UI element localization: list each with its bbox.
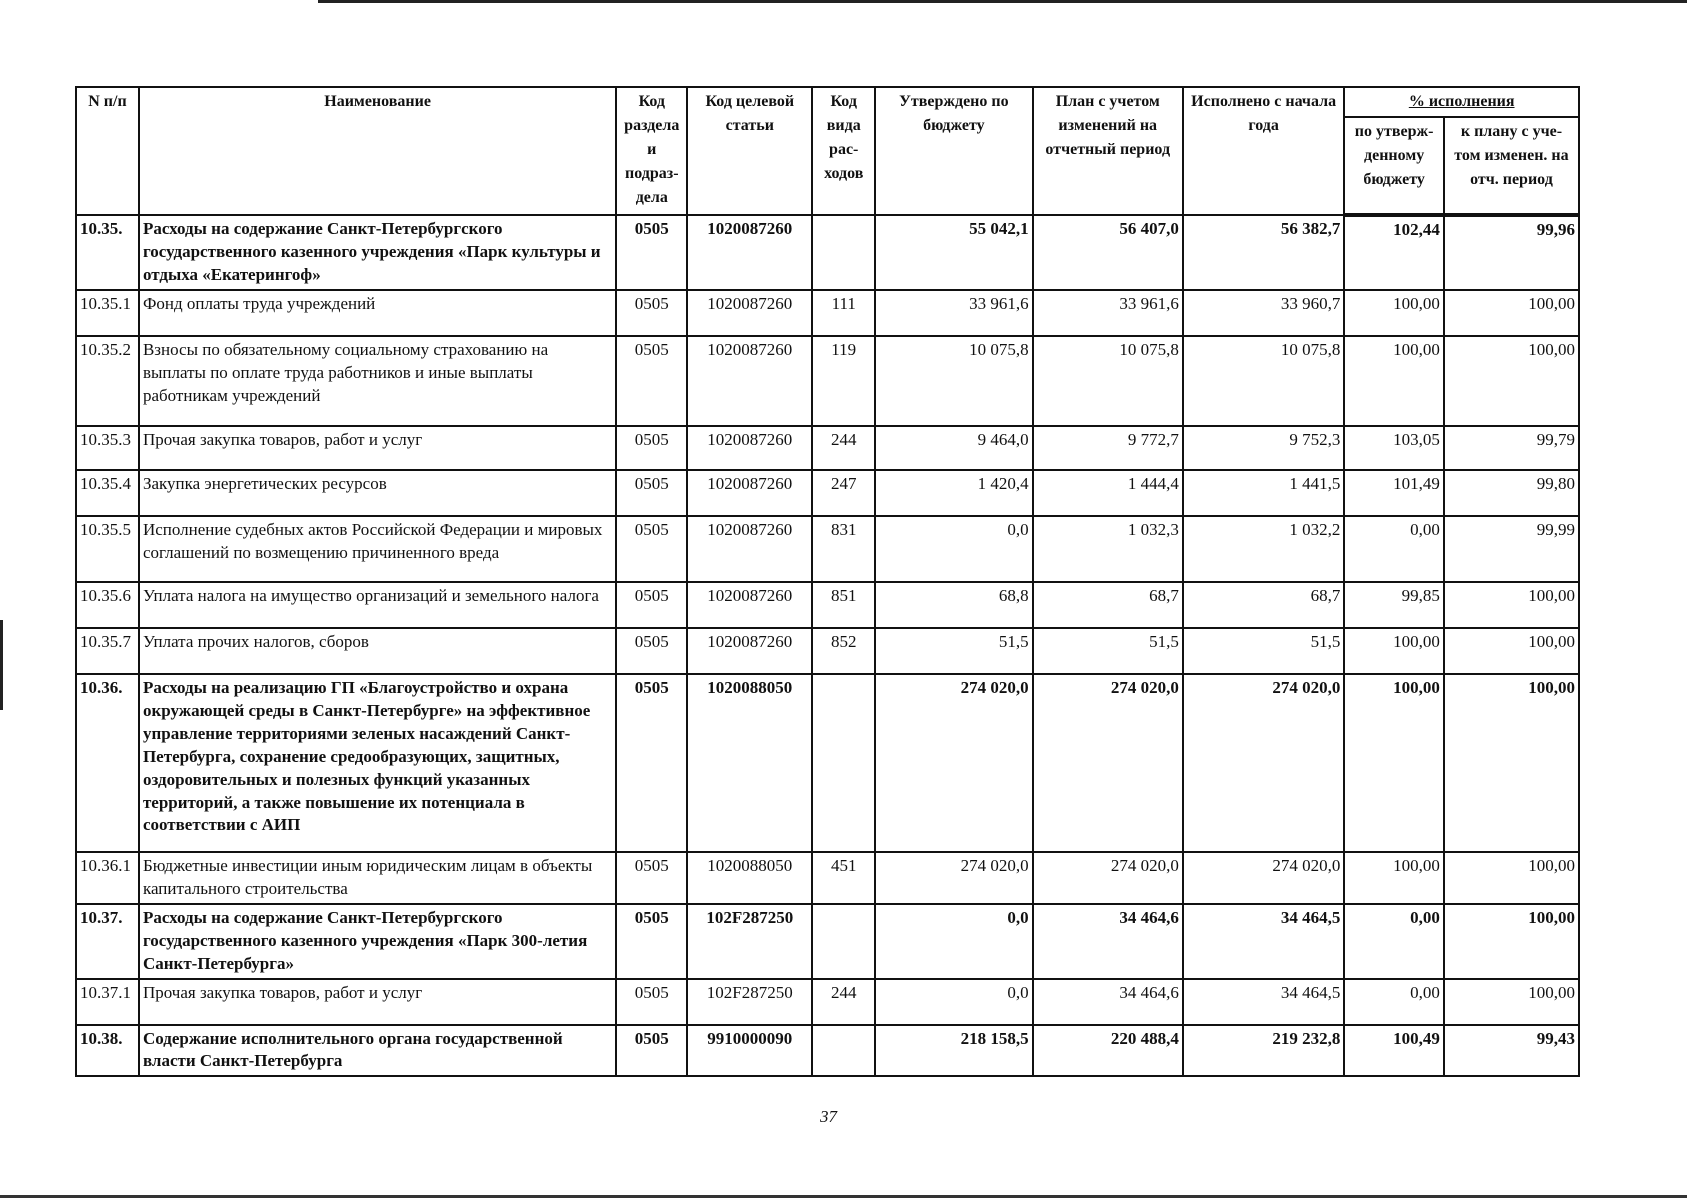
- row-name: Прочая закупка товаров, работ и услуг: [139, 426, 616, 470]
- row-expense-type-code: 851: [812, 582, 875, 628]
- row-expense-type-code: 111: [812, 290, 875, 336]
- row-pct-approved: 102,44: [1344, 215, 1444, 290]
- row-name: Исполнение судебных актов Российской Федерации и мировых соглашений по возмещению причиненного вреда: [139, 516, 616, 582]
- row-approved: 1 420,4: [875, 470, 1032, 516]
- row-name: Расходы на содержание Санкт-Петербургского государственного казенного учреждения «Парк культуры и отдыха «Екатерингоф»: [139, 215, 616, 290]
- row-expense-type-code: 451: [812, 852, 875, 904]
- row-plan: 1 444,4: [1033, 470, 1183, 516]
- row-expense-type-code: [812, 1025, 875, 1077]
- table-row: [76, 426, 1579, 470]
- table-row: [76, 215, 1579, 290]
- header-expense-type-code: Код вида рас-ходов: [812, 87, 875, 215]
- row-pct-plan: 99,96: [1444, 215, 1579, 290]
- table-row: [76, 290, 1579, 336]
- row-number: 10.36.: [76, 674, 139, 852]
- row-number: 10.35.7: [76, 628, 139, 674]
- row-number: 10.35.2: [76, 336, 139, 426]
- row-section-code: 0505: [616, 628, 687, 674]
- row-name: Фонд оплаты труда учреждений: [139, 290, 616, 336]
- row-target-code: 1020087260: [687, 582, 812, 628]
- row-expense-type-code: [812, 215, 875, 290]
- row-plan: 33 961,6: [1033, 290, 1183, 336]
- header-approved: Утверждено по бюджету: [875, 87, 1032, 215]
- row-expense-type-code: 852: [812, 628, 875, 674]
- header-name: Наименование: [139, 87, 616, 215]
- row-approved: 274 020,0: [875, 852, 1032, 904]
- row-target-code: 9910000090: [687, 1025, 812, 1077]
- row-name: Прочая закупка товаров, работ и услуг: [139, 979, 616, 1025]
- row-executed: 33 960,7: [1183, 290, 1344, 336]
- row-name: Взносы по обязательному социальному страхованию на выплаты по оплате труда работников и иные выплаты работникам учреждений: [139, 336, 616, 426]
- row-executed: 68,7: [1183, 582, 1344, 628]
- row-pct-plan: 100,00: [1444, 904, 1579, 979]
- page-number: 37: [820, 1107, 837, 1126]
- row-pct-plan: 99,79: [1444, 426, 1579, 470]
- row-executed: 274 020,0: [1183, 674, 1344, 852]
- row-pct-approved: 100,49: [1344, 1025, 1444, 1077]
- row-pct-plan: 100,00: [1444, 290, 1579, 336]
- row-executed: 34 464,5: [1183, 979, 1344, 1025]
- row-number: 10.35.6: [76, 582, 139, 628]
- row-section-code: 0505: [616, 516, 687, 582]
- row-name: Закупка энергетических ресурсов: [139, 470, 616, 516]
- row-pct-approved: 0,00: [1344, 904, 1444, 979]
- row-target-code: 1020087260: [687, 336, 812, 426]
- row-target-code: 1020087260: [687, 290, 812, 336]
- header-pct-approved: по утверж-денному бюджету: [1344, 117, 1444, 215]
- row-approved: 0,0: [875, 904, 1032, 979]
- row-plan: 1 032,3: [1033, 516, 1183, 582]
- row-approved: 0,0: [875, 979, 1032, 1025]
- scan-border-bottom: [0, 1195, 1687, 1198]
- row-executed: 51,5: [1183, 628, 1344, 674]
- row-executed: 10 075,8: [1183, 336, 1344, 426]
- table-row: [76, 1025, 1579, 1077]
- row-pct-plan: 100,00: [1444, 628, 1579, 674]
- row-pct-plan: 100,00: [1444, 336, 1579, 426]
- row-pct-approved: 100,00: [1344, 674, 1444, 852]
- table-row: [76, 336, 1579, 426]
- table-row: [76, 628, 1579, 674]
- scan-border-left: [0, 620, 3, 710]
- row-section-code: 0505: [616, 979, 687, 1025]
- row-pct-approved: 100,00: [1344, 628, 1444, 674]
- row-plan: 68,7: [1033, 582, 1183, 628]
- row-name: Содержание исполнительного органа государственной власти Санкт-Петербурга: [139, 1025, 616, 1077]
- row-number: 10.35.4: [76, 470, 139, 516]
- row-number: 10.35.3: [76, 426, 139, 470]
- row-pct-plan: 100,00: [1444, 852, 1579, 904]
- row-name: Расходы на реализацию ГП «Благоустройство и охрана окружающей среды в Санкт-Петербурге» на эффективное управление территориями зеленых насаждений Санкт-Петербурга, сохранение средообразующих, защитных, оздоровительных и полезных функций указанных территорий, а также повышение их потенциала в соответствии с АИП: [139, 674, 616, 852]
- row-plan: 10 075,8: [1033, 336, 1183, 426]
- row-pct-plan: 100,00: [1444, 582, 1579, 628]
- row-executed: 219 232,8: [1183, 1025, 1344, 1077]
- table-row: [76, 582, 1579, 628]
- row-expense-type-code: 244: [812, 979, 875, 1025]
- row-target-code: 102F287250: [687, 979, 812, 1025]
- row-approved: 10 075,8: [875, 336, 1032, 426]
- row-pct-plan: 99,43: [1444, 1025, 1579, 1077]
- row-target-code: 1020088050: [687, 852, 812, 904]
- header-num: N п/п: [76, 87, 139, 215]
- row-target-code: 1020087260: [687, 470, 812, 516]
- row-executed: 1 441,5: [1183, 470, 1344, 516]
- row-section-code: 0505: [616, 290, 687, 336]
- row-section-code: 0505: [616, 1025, 687, 1077]
- row-plan: 34 464,6: [1033, 979, 1183, 1025]
- row-expense-type-code: 119: [812, 336, 875, 426]
- row-expense-type-code: 831: [812, 516, 875, 582]
- row-plan: 220 488,4: [1033, 1025, 1183, 1077]
- row-approved: 218 158,5: [875, 1025, 1032, 1077]
- row-target-code: 1020087260: [687, 426, 812, 470]
- row-section-code: 0505: [616, 215, 687, 290]
- row-pct-plan: 99,80: [1444, 470, 1579, 516]
- row-approved: 55 042,1: [875, 215, 1032, 290]
- row-executed: 1 032,2: [1183, 516, 1344, 582]
- row-expense-type-code: 244: [812, 426, 875, 470]
- row-pct-approved: 0,00: [1344, 979, 1444, 1025]
- row-pct-approved: 0,00: [1344, 516, 1444, 582]
- row-plan: 56 407,0: [1033, 215, 1183, 290]
- table-row: [76, 674, 1579, 852]
- row-pct-approved: 100,00: [1344, 852, 1444, 904]
- row-plan: 9 772,7: [1033, 426, 1183, 470]
- header-plan: План с учетом изменений на отчетный период: [1033, 87, 1183, 215]
- budget-execution-table: [75, 86, 1580, 1077]
- row-target-code: 1020087260: [687, 516, 812, 582]
- row-plan: 274 020,0: [1033, 852, 1183, 904]
- row-name: Бюджетные инвестиции иным юридическим лицам в объекты капитального строительства: [139, 852, 616, 904]
- row-section-code: 0505: [616, 470, 687, 516]
- row-pct-approved: 100,00: [1344, 336, 1444, 426]
- row-approved: 33 961,6: [875, 290, 1032, 336]
- row-approved: 274 020,0: [875, 674, 1032, 852]
- row-pct-approved: 99,85: [1344, 582, 1444, 628]
- row-pct-plan: 100,00: [1444, 979, 1579, 1025]
- row-section-code: 0505: [616, 904, 687, 979]
- row-section-code: 0505: [616, 582, 687, 628]
- table-row: [76, 904, 1579, 979]
- row-pct-plan: 100,00: [1444, 674, 1579, 852]
- row-number: 10.38.: [76, 1025, 139, 1077]
- row-approved: 51,5: [875, 628, 1032, 674]
- row-number: 10.35.5: [76, 516, 139, 582]
- table-row: [76, 470, 1579, 516]
- row-name: Уплата налога на имущество организаций и земельного налога: [139, 582, 616, 628]
- header-pct-plan: к плану с уче-том изменен. на отч. период: [1444, 117, 1579, 215]
- row-target-code: 102F287250: [687, 904, 812, 979]
- row-executed: 56 382,7: [1183, 215, 1344, 290]
- row-name: Уплата прочих налогов, сборов: [139, 628, 616, 674]
- header-executed: Исполнено с начала года: [1183, 87, 1344, 215]
- row-expense-type-code: [812, 904, 875, 979]
- row-target-code: 1020088050: [687, 674, 812, 852]
- row-expense-type-code: 247: [812, 470, 875, 516]
- row-number: 10.35.1: [76, 290, 139, 336]
- row-section-code: 0505: [616, 426, 687, 470]
- row-name: Расходы на содержание Санкт-Петербургского государственного казенного учреждения «Парк 300-летия Санкт-Петербурга»: [139, 904, 616, 979]
- row-section-code: 0505: [616, 674, 687, 852]
- row-section-code: 0505: [616, 852, 687, 904]
- row-pct-plan: 99,99: [1444, 516, 1579, 582]
- header-section-code: Код раздела и подраз-дела: [616, 87, 687, 215]
- row-pct-approved: 100,00: [1344, 290, 1444, 336]
- row-executed: 9 752,3: [1183, 426, 1344, 470]
- header-target-code: Код целевой статьи: [687, 87, 812, 215]
- row-approved: 9 464,0: [875, 426, 1032, 470]
- row-approved: 68,8: [875, 582, 1032, 628]
- row-number: 10.36.1: [76, 852, 139, 904]
- row-pct-approved: 103,05: [1344, 426, 1444, 470]
- row-number: 10.37.: [76, 904, 139, 979]
- header-percent-title: % исполнения: [1408, 93, 1515, 110]
- row-plan: 51,5: [1033, 628, 1183, 674]
- row-plan: 34 464,6: [1033, 904, 1183, 979]
- row-executed: 34 464,5: [1183, 904, 1344, 979]
- row-number: 10.35.: [76, 215, 139, 290]
- row-plan: 274 020,0: [1033, 674, 1183, 852]
- row-executed: 274 020,0: [1183, 852, 1344, 904]
- row-target-code: 1020087260: [687, 628, 812, 674]
- row-number: 10.37.1: [76, 979, 139, 1025]
- row-target-code: 1020087260: [687, 215, 812, 290]
- row-approved: 0,0: [875, 516, 1032, 582]
- row-expense-type-code: [812, 674, 875, 852]
- header-percent-group: [1344, 87, 1579, 117]
- row-pct-approved: 101,49: [1344, 470, 1444, 516]
- table-row: [76, 852, 1579, 904]
- scan-border-top: [318, 0, 1687, 3]
- table-row: [76, 516, 1579, 582]
- table-row: [76, 979, 1579, 1025]
- row-section-code: 0505: [616, 336, 687, 426]
